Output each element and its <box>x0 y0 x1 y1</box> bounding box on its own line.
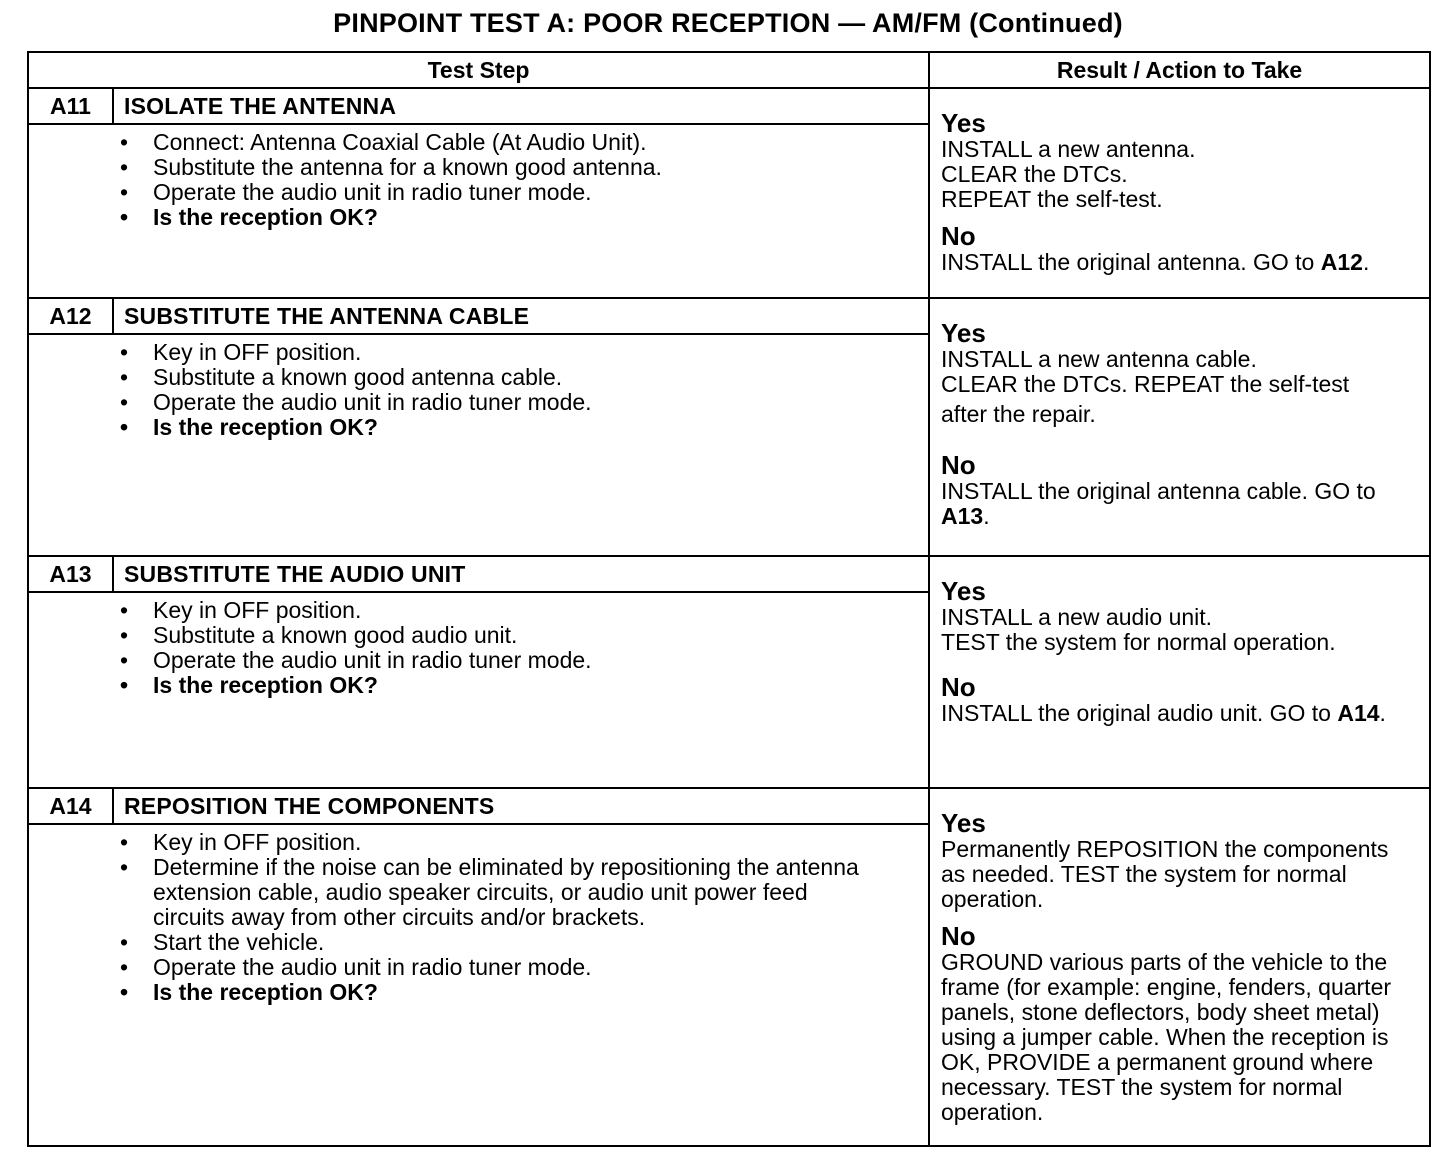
step-title-row <box>28 88 1430 124</box>
goto-step-ref: A14 <box>1337 700 1380 726</box>
step-instructions <box>28 592 929 788</box>
no-action <box>941 950 1419 1125</box>
step-id: A14 <box>28 788 113 824</box>
no-label: No <box>941 672 976 702</box>
no-label: No <box>941 450 976 480</box>
step-bullet: • Substitute the antenna for a known good antenna. <box>116 155 920 180</box>
goto-step-ref: A13 <box>941 503 984 529</box>
yes-action-line: CLEAR the DTCs. REPEAT the self-test <box>941 371 1350 397</box>
yes-action-line: INSTALL a new audio unit. <box>941 604 1213 630</box>
step-question: • Is the reception OK? <box>116 673 920 698</box>
no-action-text: INSTALL the original antenna cable. GO to <box>941 478 1376 504</box>
yes-action-line: Permanently REPOSITION the components as needed. TEST the system for normal operation. <box>941 836 1389 912</box>
step-question: • Is the reception OK? <box>116 415 920 440</box>
result-cell <box>929 88 1430 298</box>
header-result-action: Result / Action to Take <box>929 52 1430 88</box>
step-instructions <box>28 124 929 298</box>
step-instructions <box>28 334 929 556</box>
result-cell <box>929 298 1430 556</box>
step-bullet: • Substitute a known good audio unit. <box>116 623 920 648</box>
step-title: ISOLATE THE ANTENNA <box>113 88 929 124</box>
goto-step-ref: A12 <box>1320 249 1363 275</box>
page-title: PINPOINT TEST A: POOR RECEPTION — AM/FM (Continued) <box>333 8 1123 38</box>
yes-action <box>941 347 1419 427</box>
step-bullet: • Key in OFF position. <box>116 340 920 365</box>
yes-label: Yes <box>941 576 986 606</box>
result-cell <box>929 556 1430 788</box>
step-bullet: • Key in OFF position. <box>116 830 920 855</box>
step-bullet: • Start the vehicle. <box>116 930 920 955</box>
step-title-row <box>28 788 1430 824</box>
step-bullet: • Key in OFF position. <box>116 598 920 623</box>
step-bullet: • Substitute a known good antenna cable. <box>116 365 920 390</box>
yes-action-line: REPEAT the self-test. <box>941 186 1163 212</box>
yes-action-line: INSTALL a new antenna. <box>941 136 1196 162</box>
yes-action <box>941 605 1419 655</box>
no-action-text: INSTALL the original antenna. GO to <box>941 249 1321 275</box>
step-bullet: • Connect: Antenna Coaxial Cable (At Audio Unit). <box>116 130 920 155</box>
step-question: • Is the reception OK? <box>116 980 920 1005</box>
no-action <box>941 701 1419 726</box>
no-label: No <box>941 221 976 251</box>
no-action <box>941 479 1419 529</box>
yes-action-line: after the repair. <box>941 401 1096 427</box>
yes-action <box>941 137 1419 212</box>
yes-action-line: INSTALL a new antenna cable. <box>941 346 1257 372</box>
no-action-tail: . <box>983 503 990 529</box>
step-bullet: • Operate the audio unit in radio tuner mode. <box>116 955 920 980</box>
step-title: SUBSTITUTE THE AUDIO UNIT <box>113 556 929 592</box>
yes-action-line: TEST the system for normal operation. <box>941 629 1336 655</box>
step-bullet: • Operate the audio unit in radio tuner mode. <box>116 648 920 673</box>
result-cell <box>929 788 1430 1146</box>
no-action-text: INSTALL the original audio unit. GO to <box>941 700 1338 726</box>
step-id: A11 <box>28 88 113 124</box>
step-title: SUBSTITUTE THE ANTENNA CABLE <box>113 298 929 334</box>
step-title-row <box>28 298 1430 334</box>
step-bullet: • Operate the audio unit in radio tuner mode. <box>116 180 920 205</box>
step-bullet: • Operate the audio unit in radio tuner mode. <box>116 390 920 415</box>
no-action-tail: . <box>1362 249 1370 275</box>
no-action-tail: . <box>1379 700 1386 726</box>
step-title: REPOSITION THE COMPONENTS <box>113 788 929 824</box>
step-id: A13 <box>28 556 113 592</box>
no-label: No <box>941 921 976 951</box>
header-test-step: Test Step <box>28 52 929 88</box>
step-id: A12 <box>28 298 113 334</box>
yes-action <box>941 837 1419 912</box>
step-question: • Is the reception OK? <box>116 205 920 230</box>
yes-label: Yes <box>941 808 986 838</box>
yes-action-line: CLEAR the DTCs. <box>941 161 1128 187</box>
step-instructions <box>28 824 929 1146</box>
pinpoint-test-table <box>27 51 1431 1147</box>
no-action-text: GROUND various parts of the vehicle to the frame (for example: engine, fenders, quarter panels, stone deflectors, body sheet metal) using a jumper cable. When the reception is OK, PROVIDE a permanent ground where necessary. TEST the system for normal operation. <box>941 949 1392 1125</box>
step-bullet: • Determine if the noise can be eliminated by repositioning the antenna extension cable, audio speaker circuits, or audio unit power feed circuits away from other circuits and/or brackets. <box>116 855 920 930</box>
no-action <box>941 250 1419 275</box>
yes-label: Yes <box>941 108 986 138</box>
step-title-row <box>28 556 1430 592</box>
yes-label: Yes <box>941 318 986 348</box>
